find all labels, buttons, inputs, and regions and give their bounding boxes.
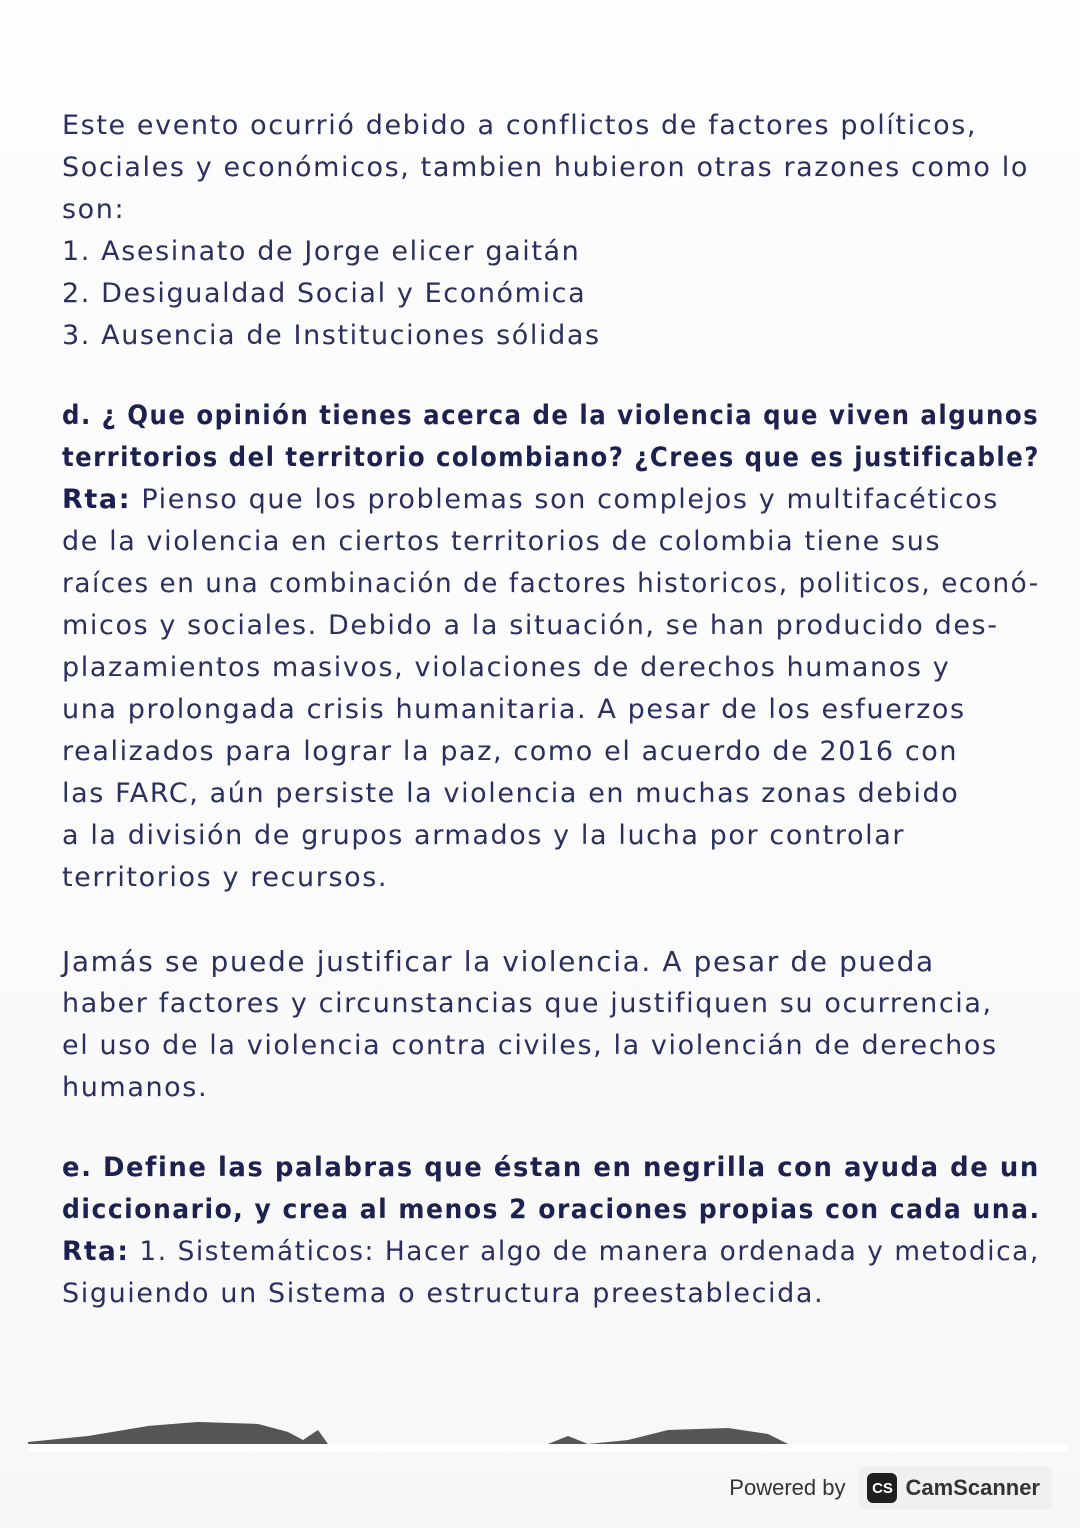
reason-item: 1. Asesinato de Jorge elicer gaitán xyxy=(62,236,581,267)
question-e-line: e. Define las palabras que éstan en negrilla con ayuda de un xyxy=(62,1152,1040,1183)
reason-item: 3. Ausencia de Instituciones sólidas xyxy=(62,320,601,351)
paragraph-2-line: humanos. xyxy=(62,1072,209,1103)
answer-d-line: realizados para lograr la paz, como el acuerdo de 2016 con xyxy=(62,736,959,767)
answer-d-line: micos y sociales. Debido a la situación, se han producido des- xyxy=(62,610,999,641)
answer-d-line: de la violencia en ciertos territorios de colombia tiene sus xyxy=(62,526,942,557)
answer-d-line: a la división de grupos armados y la lucha por controlar xyxy=(62,820,906,851)
answer-e-first-line xyxy=(62,1238,1040,1265)
question-d-line: d. ¿ Que opinión tienes acerca de la violencia que viven algunos xyxy=(62,400,1040,431)
answer-d-line: una prolongada crisis humanitaria. A pesar de los esfuerzos xyxy=(62,694,966,725)
paragraph-2-line: haber factores y circunstancias que justifiquen su ocurrencia, xyxy=(62,988,993,1019)
answer-d-line: territorios y recursos. xyxy=(62,862,389,893)
reason-item: 2. Desigualdad Social y Económica xyxy=(62,278,587,309)
question-d-line: territorios del territorio colombiano? ¿Crees que es justificable? xyxy=(62,442,1040,473)
paragraph-2-line: Jamás se puede justificar la violencia. A pesar de pueda xyxy=(62,945,935,978)
question-e-line: diccionario, y crea al menos 2 oraciones propias con cada una. xyxy=(62,1194,1041,1225)
scan-edge-shadow xyxy=(28,1418,1068,1452)
answer-e-line: Siguiendo un Sistema o estructura preestablecida. xyxy=(62,1278,825,1309)
answer-d-first-line xyxy=(62,486,999,513)
answer-d-line: las FARC, aún persiste la violencia en muchas zonas debido xyxy=(62,778,960,809)
answer-d-label: Rta: xyxy=(62,484,132,515)
camscanner-footer xyxy=(729,1466,1052,1510)
answer-d-line: plazamientos masivos, violaciones de derechos humanos y xyxy=(62,652,951,683)
intro-line: Este evento ocurrió debido a conflictos de factores políticos, xyxy=(62,110,978,141)
answer-e-label: Rta: xyxy=(62,1236,130,1267)
camscanner-logo-icon: CS xyxy=(867,1473,897,1503)
answer-d-first-text: Pienso que los problemas son complejos y multifacéticos xyxy=(141,484,999,515)
camscanner-brand xyxy=(859,1467,1052,1509)
answer-e-first-text: 1. Sistemáticos: Hacer algo de manera ordenada y metodica, xyxy=(139,1236,1040,1267)
camscanner-brand-name: CamScanner xyxy=(905,1475,1040,1500)
intro-line: Sociales y económicos, tambien hubieron otras razones como lo xyxy=(62,152,1029,183)
answer-d-line: raíces en una combinación de factores historicos, politicos, econó- xyxy=(62,568,1040,599)
paragraph-2-line: el uso de la violencia contra civiles, la violencián de derechos xyxy=(62,1030,998,1061)
powered-by-label: Powered by xyxy=(729,1475,846,1500)
intro-line: son: xyxy=(62,194,126,225)
